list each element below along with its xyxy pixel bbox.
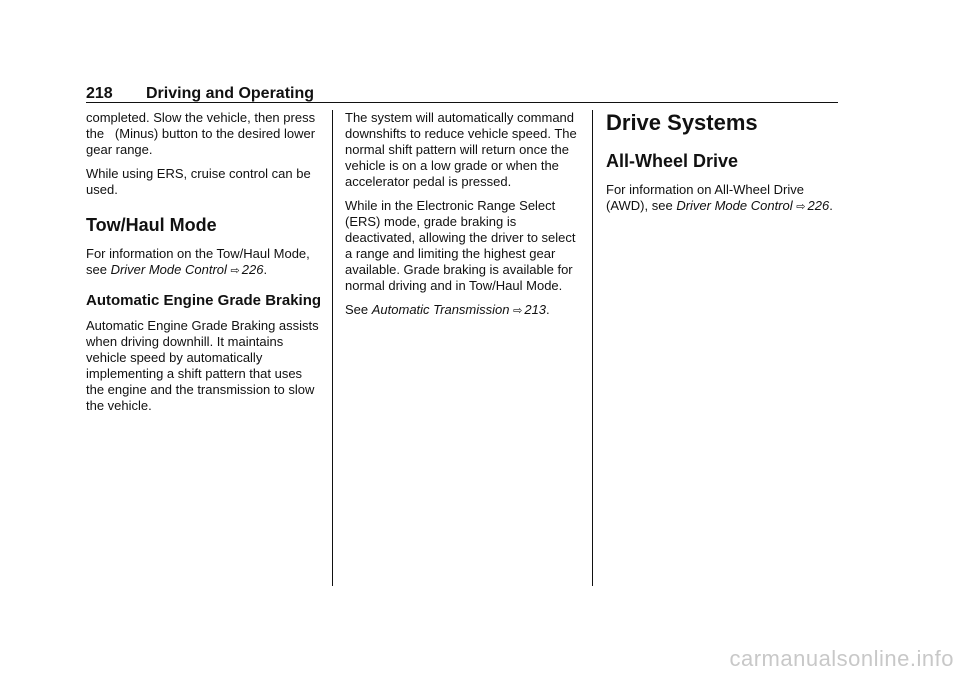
paragraph-ers-completed: completed. Slow the vehicle, then press the (Minus) button to the desired lower gear range. — [86, 110, 316, 157]
column-1 — [86, 110, 322, 422]
paragraph-ers-grade-braking: While in the Electronic Range Select (ERS) mode, grade braking is deactivated, allowing the driver to select a range and limiting the highest gear available. Grade braking is available for normal driving and in Tow/Haul Mode. — [345, 198, 576, 293]
column-3 — [606, 110, 838, 223]
all-wheel-drive-heading: All-Wheel Drive — [606, 151, 739, 171]
column-2 — [345, 110, 583, 327]
awd-text: For information on All-Wheel Drive (AWD), see — [606, 182, 804, 213]
page-ref-arrow-icon: ⇨ — [513, 305, 523, 317]
column-divider-1 — [332, 110, 333, 586]
xref-driver-mode-control-link[interactable] — [111, 262, 264, 277]
page-number: 218 — [86, 85, 113, 102]
xref-driver-mode-control-link[interactable] — [676, 198, 829, 213]
xref-page: 226 — [241, 262, 264, 277]
xref-title: Driver Mode Control — [676, 198, 793, 213]
xref-page: 226 — [807, 198, 830, 213]
awd-period: . — [829, 198, 833, 213]
section-title: Driving and Operating — [146, 85, 315, 102]
tow-haul-period: . — [263, 262, 268, 277]
paragraph-ers-cruise: While using ERS, cruise control can be used. — [86, 166, 311, 197]
see-automatic-transmission — [345, 302, 583, 319]
tow-haul-heading: Tow/Haul Mode — [86, 215, 217, 235]
xref-title: Automatic Transmission — [371, 302, 510, 317]
watermark: carmanualsonline.info — [729, 646, 954, 671]
awd-paragraph — [606, 182, 838, 215]
header-rule — [86, 102, 838, 103]
engine-grade-paragraph: Automatic Engine Grade Braking assists when driving downhill. It maintains vehicle speed by automatically implementing a shift pattern that uses the engine and the transmission to slow the vehicle. — [86, 318, 319, 413]
drive-systems-heading: Drive Systems — [606, 110, 758, 135]
tow-haul-text: For information on the Tow/Haul Mode, see — [86, 246, 310, 277]
see-text: See — [345, 302, 372, 317]
paragraph-downshifts: The system will automatically command downshifts to reduce vehicle speed. The normal shift pattern will return once the vehicle is on a low grade or when the accelerator pedal is pressed. — [345, 110, 577, 189]
tow-haul-paragraph — [86, 246, 322, 279]
column-divider-2 — [592, 110, 593, 586]
engine-grade-heading: Automatic Engine Grade Braking — [86, 292, 322, 309]
page-ref-arrow-icon: ⇨ — [230, 265, 240, 277]
xref-page: 213 — [524, 302, 547, 317]
page-header — [86, 84, 838, 104]
page-ref-arrow-icon: ⇨ — [796, 201, 806, 213]
see-period: . — [546, 302, 550, 317]
xref-title: Driver Mode Control — [110, 262, 227, 277]
xref-automatic-transmission-link[interactable] — [372, 302, 546, 317]
